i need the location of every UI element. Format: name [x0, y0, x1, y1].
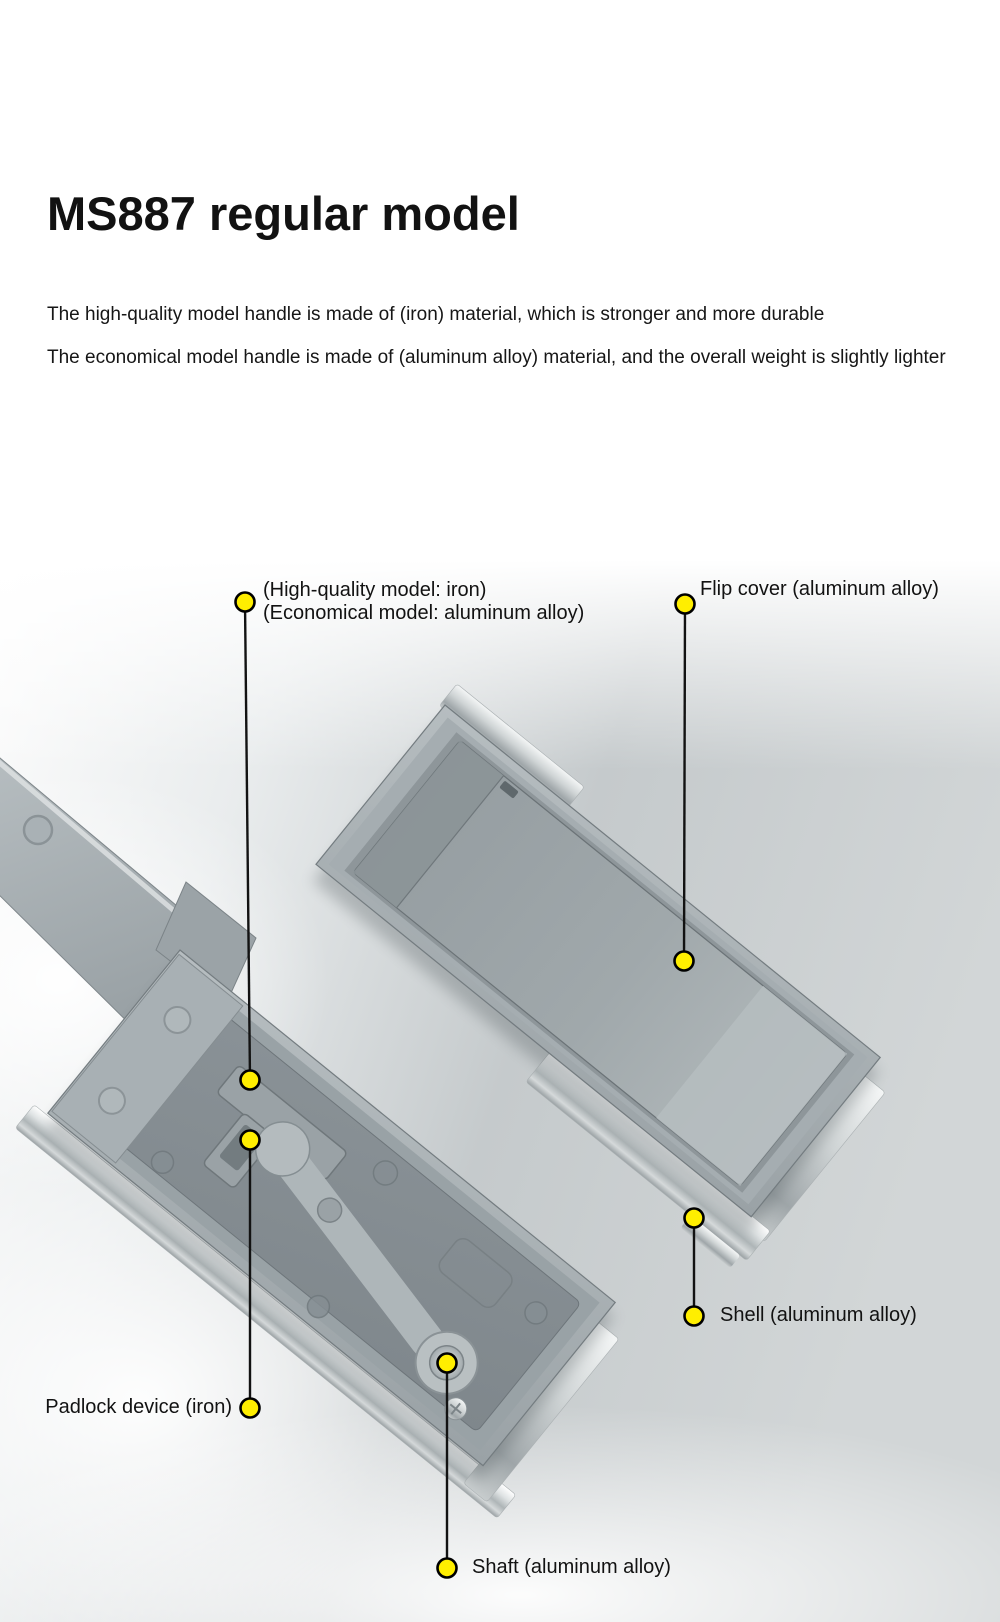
page-title: MS887 regular model	[47, 187, 520, 240]
marker-handle-label	[236, 593, 255, 612]
callout-label-handle	[263, 579, 584, 625]
callout-label-handle-line2: (Economical model: aluminum alloy)	[263, 602, 585, 624]
marker-padlock-target	[241, 1131, 260, 1150]
marker-handle-target	[241, 1071, 260, 1090]
description-line-1: The high-quality model handle is made of (iron) material, which is stronger and more durable	[47, 304, 825, 325]
marker-shaft-label	[438, 1559, 457, 1578]
handle-boss	[24, 816, 52, 844]
callout-line-flip-cover	[684, 604, 685, 961]
callout-label-handle-line1: (High-quality model: iron)	[263, 579, 487, 601]
marker-flip-cover-target	[675, 952, 694, 971]
description-line-2: The economical model handle is made of (aluminum alloy) material, and the overall weight is slightly lighter	[47, 347, 946, 368]
marker-padlock-label	[241, 1399, 260, 1418]
callout-label-padlock: Padlock device (iron)	[45, 1396, 232, 1418]
callout-label-shaft: Shaft (aluminum alloy)	[472, 1556, 671, 1578]
marker-shell-label	[685, 1307, 704, 1326]
marker-shell-target	[685, 1209, 704, 1228]
callout-label-flip-cover: Flip cover (aluminum alloy)	[700, 578, 939, 600]
marker-flip-cover-label	[676, 595, 695, 614]
marker-shaft-target	[438, 1354, 457, 1373]
callout-label-shell: Shell (aluminum alloy)	[720, 1304, 917, 1326]
